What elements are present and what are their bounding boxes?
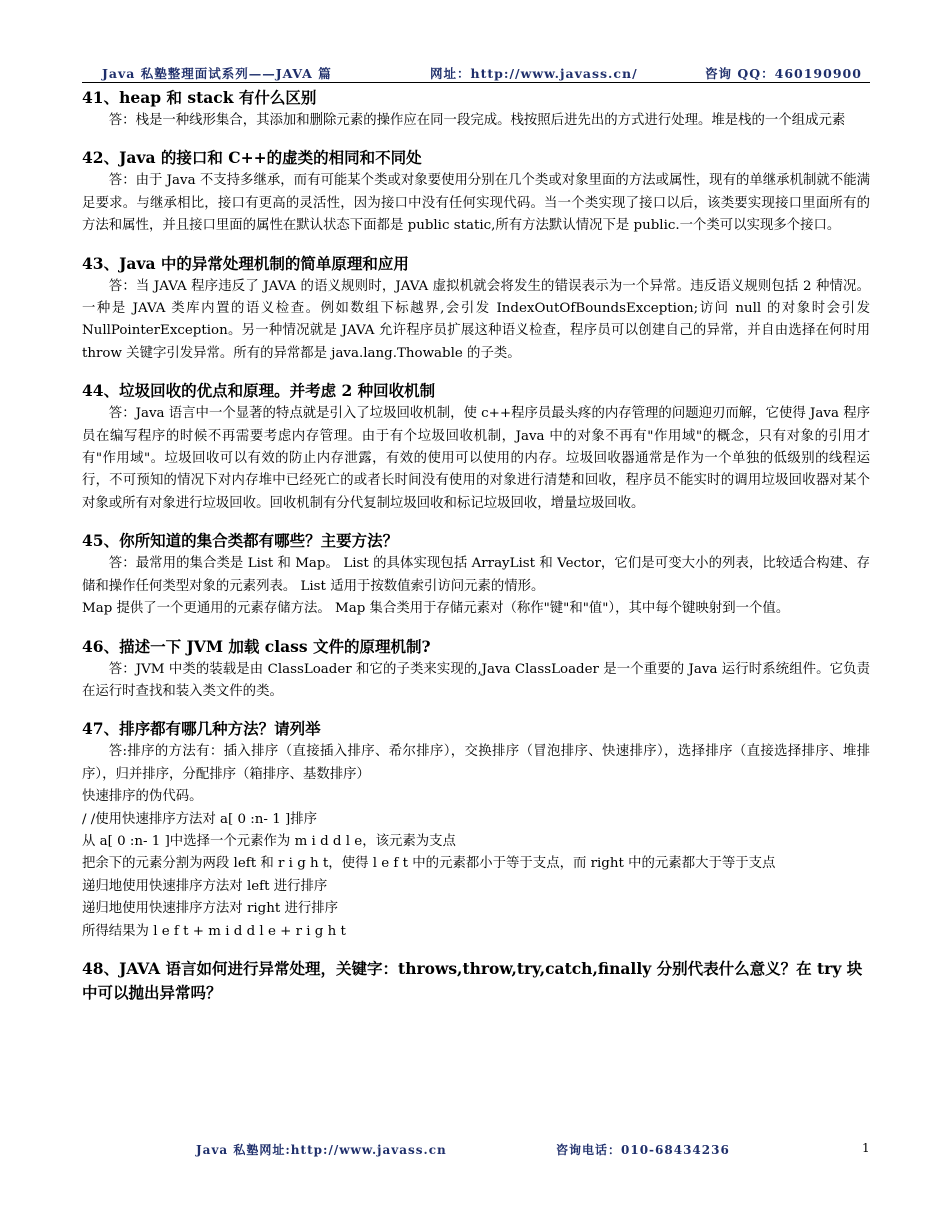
footer-phone: 咨询电话：010-68434236 [556, 1143, 730, 1157]
question-title: 44、垃圾回收的优点和原理。并考虑 2 种回收机制 [82, 381, 436, 401]
question-section [82, 529, 870, 620]
answer-paragraph: 答：JVM 中类的装载是由 ClassLoader 和它的子类来实现的,Java ClassLoader 是一个重要的 Java 运行时系统组件。它负责在运行时查找和装入类文件的类。 [82, 661, 870, 699]
answer-paragraph: 答：最常用的集合类是 List 和 Map。 List 的具体实现包括 ArrayList 和 Vector，它们是可变大小的列表，比较适合构建、存储和操作任何类型对象的元素列表。 List 适用于按数值索引访问元素的情形。 [82, 556, 870, 594]
question-title: 48、JAVA 语言如何进行异常处理，关键字：throws,throw,try,catch,finally 分别代表什么意义？在 try 块中可以抛出异常吗？ [82, 958, 863, 1002]
page-header [82, 62, 870, 83]
answer-paragraph: Map 提供了一个更通用的元素存储方法。 Map 集合类用于存储元素对（称作"键"和"值"），其中每个键映射到一个值。 [82, 601, 790, 617]
answer-paragraph: 递归地使用快速排序方法对 left 进行排序 [82, 878, 328, 894]
question-title: 43、Java 中的异常处理机制的简单原理和应用 [82, 253, 409, 273]
header-title: Java 私塾整理面试系列——JAVA 篇 [102, 66, 332, 81]
page-footer [0, 1141, 950, 1161]
answer-paragraph: 从 a[ 0 :n- 1 ]中选择一个元素作为 m i d d l e，该元素为支点 [82, 833, 456, 849]
answer-paragraph: / /使用快速排序方法对 a[ 0 :n- 1 ]排序 [82, 811, 317, 827]
question-section [82, 717, 870, 943]
question-section [82, 379, 870, 515]
answer-paragraph: 答:排序的方法有：插入排序（直接插入排序、希尔排序），交换排序（冒泡排序、快速排序），选择排序（直接选择排序、堆排序），归并排序，分配排序（箱排序、基数排序） [82, 744, 870, 782]
answer-paragraph: 递归地使用快速排序方法对 right 进行排序 [82, 901, 339, 917]
header-qq: 咨询 QQ：460190900 [705, 66, 862, 81]
question-section [82, 252, 870, 366]
question-section [82, 146, 870, 237]
page-number: 1 [862, 1141, 871, 1155]
header-website[interactable]: 网址：http://www.javass.cn/ [430, 66, 638, 81]
answer-paragraph: 答：Java 语言中一个显著的特点就是引入了垃圾回收机制，使 c++程序员最头疼的内存管理的问题迎刃而解，它使得 Java 程序员在编写程序的时候不再需要考虑内存管理。由于有个垃圾回收机制，Java 中的对象不再有"作用域"的概念，只有对象的引用才有"作用域"。垃圾回收可以有效的防止内存泄露，有效的使用可以使用的内存。垃圾回收器通常是作为一个单独的低级别的线程运行，不可预知的情况下对内存堆中已经死亡的或者长时间没有使用的对象进行清楚和回收，程序员不能实时的调用垃圾回收器对某个对象或所有对象进行垃圾回收。回收机制有分代复制垃圾回收和标记垃圾回收，增量垃圾回收。 [82, 406, 870, 511]
document-body [82, 86, 870, 1019]
answer-paragraph: 答：栈是一种线形集合，其添加和删除元素的操作应在同一段完成。栈按照后进先出的方式进行处理。堆是栈的一个组成元素 [108, 113, 846, 128]
answer-paragraph: 答：当 JAVA 程序违反了 JAVA 的语义规则时，JAVA 虚拟机就会将发生的错误表示为一个异常。违反语义规则包括 2 种情况。一种是 JAVA 类库内置的语义检查。例如数组下标越界,会引发 IndexOutOfBoundsException;访问 null 的对象时会引发 NullPointerException。另一种情况就是 JAVA 允许程序员扩展这种语义检查，程序员可以创建自己的异常，并自由选择在何时用 throw 关键字引发异常。所有的异常都是 java.lang.Thowable 的子类。 [82, 278, 870, 361]
footer-website[interactable]: Java 私塾网址:http://www.javass.cn [196, 1143, 447, 1157]
answer-paragraph: 所得结果为 l e f t + m i d d l e + r i g h t [82, 923, 346, 939]
question-title: 47、排序都有哪几种方法？请列举 [82, 719, 321, 739]
question-title: 45、你所知道的集合类都有哪些？主要方法？ [82, 531, 399, 551]
question-title: 41、heap 和 stack 有什么区别 [82, 88, 317, 107]
question-title: 42、Java 的接口和 C++的虚类的相同和不同处 [82, 148, 422, 168]
question-section [82, 635, 870, 704]
answer-paragraph: 答：由于 Java 不支持多继承，而有可能某个类或对象要使用分别在几个类或对象里面的方法或属性，现有的单继承机制就不能满足要求。与继承相比，接口有更高的灵活性，因为接口中没有任何实现代码。当一个类实现了接口以后，该类要实现接口里面所有的方法和属性，并且接口里面的属性在默认状态下面都是 public static,所有方法默认情况下是 public.一个类可以实现多个接口。 [82, 173, 870, 234]
answer-paragraph: 快速排序的伪代码。 [82, 789, 203, 805]
answer-paragraph: 把余下的元素分割为两段 left 和 r i g h t，使得 l e f t 中的元素都小于等于支点，而 right 中的元素都大于等于支点 [82, 856, 776, 872]
question-title: 46、描述一下 JVM 加载 class 文件的原理机制? [82, 636, 431, 656]
question-section [82, 957, 870, 1005]
question-section [82, 86, 870, 132]
